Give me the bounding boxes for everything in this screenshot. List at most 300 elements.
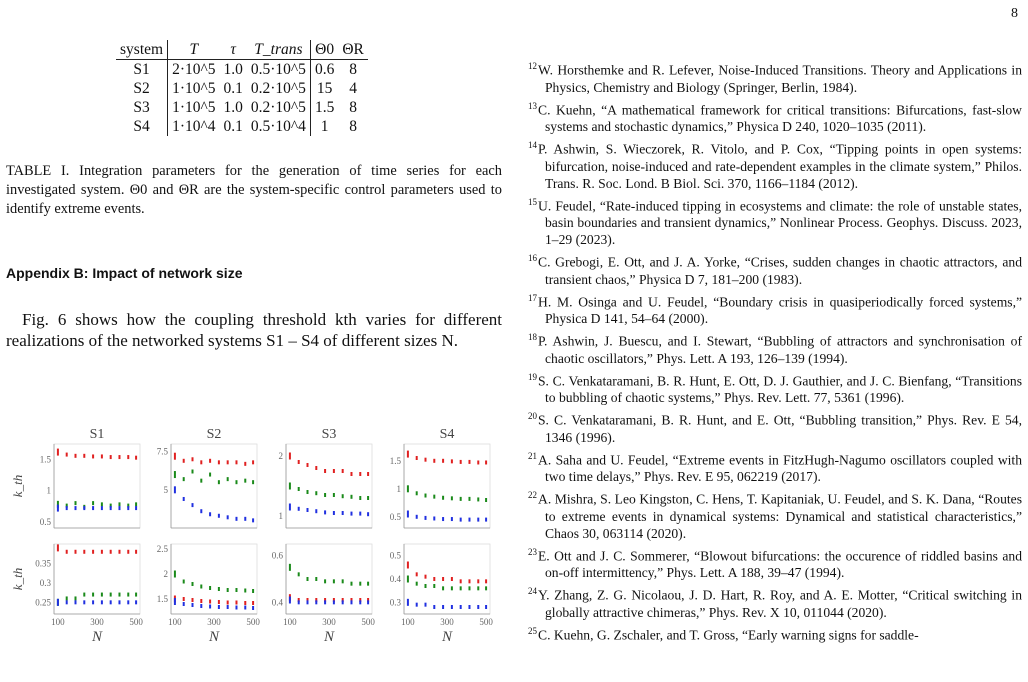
- y-tick-label: 1.5: [156, 594, 168, 604]
- data-point: [407, 485, 409, 492]
- table-cell: 8: [349, 61, 357, 78]
- data-point: [200, 585, 202, 589]
- x-tick-label: 100: [283, 617, 297, 627]
- table-cell: 8: [349, 118, 357, 135]
- data-point: [315, 600, 317, 604]
- table-cell: S4: [116, 117, 168, 136]
- table-row: [116, 79, 368, 98]
- data-point: [75, 550, 77, 554]
- data-point: [135, 502, 137, 506]
- data-point: [433, 495, 435, 499]
- table-cell: 1.0: [223, 99, 243, 116]
- data-point: [235, 517, 237, 521]
- data-point: [342, 579, 344, 583]
- y-tick-label: 2: [163, 569, 168, 579]
- data-point: [485, 586, 487, 590]
- data-point: [460, 579, 462, 583]
- data-point: [460, 586, 462, 590]
- table-cell: 1·10^4: [172, 118, 216, 135]
- data-point: [485, 498, 487, 502]
- panel-frame: [286, 444, 372, 528]
- data-point: [407, 511, 409, 518]
- x-tick-label: 100: [168, 617, 182, 627]
- panel-title: S4: [439, 428, 455, 442]
- data-point: [110, 550, 112, 554]
- reference-item: [528, 408, 1022, 446]
- y-tick-label: 1: [278, 511, 283, 521]
- data-point: [451, 586, 453, 590]
- data-point: [183, 580, 185, 584]
- y-tick-label: 2: [278, 451, 283, 461]
- reference-text: H. M. Osinga and U. Feudel, “Boundary crisis in quasiperiodically forced systems,” Physica D 141, 54–64 (2000).: [538, 294, 1022, 327]
- y-tick-label: 0.6: [271, 550, 283, 561]
- data-point: [218, 460, 220, 464]
- x-axis-label: N: [323, 629, 335, 645]
- data-point: [92, 600, 94, 604]
- data-point: [235, 601, 237, 605]
- data-point: [307, 463, 309, 467]
- table-header-cell: τ: [220, 40, 247, 60]
- data-point: [174, 453, 176, 460]
- reference-number: 18: [528, 332, 537, 343]
- data-point: [416, 572, 418, 576]
- data-point: [127, 455, 129, 459]
- data-point: [92, 454, 94, 458]
- reference-text: S. C. Venkataramani, B. R. Hunt, E. Ott, D. J. Gauthier, and J. C. Bienfang, “Transitions to bubbling of chaotic systems,” Phys. Rev. Lett. 77, 5361 (1996).: [538, 373, 1022, 406]
- data-point: [174, 471, 176, 478]
- table-header-cell: Θ0: [310, 40, 338, 60]
- data-point: [227, 601, 229, 605]
- data-point: [244, 589, 246, 593]
- data-point: [359, 472, 361, 476]
- data-point: [468, 497, 470, 501]
- reference-list: [528, 58, 1022, 643]
- data-point: [75, 506, 77, 510]
- y-tick-label: 7.5: [156, 446, 168, 457]
- reference-number: 16: [528, 253, 537, 264]
- data-point: [75, 454, 77, 458]
- table-cell: S1: [116, 60, 168, 80]
- x-axis-label: N: [208, 629, 220, 645]
- data-point: [425, 603, 427, 607]
- table-cell: 0.1: [223, 80, 243, 97]
- y-tick-label: 0.3: [39, 577, 51, 588]
- data-point: [433, 577, 435, 581]
- reference-text: P. Ashwin, J. Buescu, and I. Stewart, “Bubbling of attractors and synchronisation of chaotic oscillators,” Phys. Lett. A 193, 126–139 (1994).: [538, 333, 1022, 366]
- data-point: [192, 469, 194, 473]
- table-cell: 1·10^5: [172, 99, 216, 116]
- reference-text: U. Feudel, “Rate-induced tipping in ecosystems and climate: the role of unstable states, basin boundaries and transient dynamics,” Nonlinear Process. Geophys. Discuss. 2023, 1–29 (2023).: [538, 198, 1022, 248]
- data-point: [57, 449, 59, 456]
- data-point: [227, 460, 229, 464]
- appendix-heading: Appendix B: Impact of network size: [6, 265, 243, 281]
- data-point: [477, 586, 479, 590]
- data-point: [333, 469, 335, 473]
- data-point: [75, 596, 77, 600]
- data-point: [451, 577, 453, 581]
- reference-number: 17: [528, 292, 537, 303]
- y-tick-label: 1.5: [389, 455, 401, 466]
- data-point: [307, 508, 309, 512]
- data-point: [118, 600, 120, 604]
- data-point: [200, 599, 202, 603]
- data-point: [298, 572, 300, 576]
- data-point: [118, 593, 120, 597]
- data-point: [118, 506, 120, 510]
- data-point: [244, 462, 246, 466]
- y-axis-label: k_th: [10, 474, 25, 498]
- data-point: [200, 509, 202, 513]
- data-point: [209, 459, 211, 463]
- data-point: [192, 598, 194, 602]
- reference-number: 24: [528, 586, 537, 597]
- reference-item: [528, 250, 1022, 288]
- data-point: [477, 518, 479, 522]
- reference-item: [528, 98, 1022, 136]
- data-point: [485, 605, 487, 609]
- data-point: [451, 496, 453, 500]
- y-axis-label: k_th: [10, 567, 25, 591]
- table-body: [116, 60, 368, 137]
- x-axis-label: N: [91, 629, 103, 645]
- data-point: [101, 502, 103, 506]
- data-point: [209, 586, 211, 590]
- data-point: [425, 494, 427, 498]
- data-point: [235, 606, 237, 610]
- data-point: [118, 502, 120, 506]
- panel-title: S2: [206, 428, 222, 442]
- x-tick-label: 300: [322, 617, 336, 627]
- data-point: [425, 575, 427, 579]
- data-point: [350, 495, 352, 499]
- y-tick-label: 0.3: [389, 597, 401, 608]
- data-point: [468, 605, 470, 609]
- data-point: [227, 477, 229, 481]
- y-tick-label: 1: [396, 483, 401, 494]
- panel-frame: [171, 444, 257, 528]
- data-point: [315, 509, 317, 513]
- reference-number: 19: [528, 371, 537, 382]
- data-point: [83, 550, 85, 554]
- data-point: [451, 459, 453, 463]
- reference-number: 25: [528, 625, 537, 636]
- data-point: [209, 600, 211, 604]
- reference-item: [528, 623, 1022, 644]
- table-cell: 0.5·10^5: [247, 60, 311, 80]
- data-point: [101, 593, 103, 597]
- y-tick-label: 0.5: [39, 516, 51, 527]
- reference-text: C. Kuehn, “A mathematical framework for critical transitions: Bifurcations, fast-slow systems and stochastic dynamics,” Physica D 240, 1020–1035 (2011).: [538, 102, 1022, 135]
- data-point: [324, 469, 326, 473]
- data-point: [110, 600, 112, 604]
- x-tick-label: 300: [440, 617, 454, 627]
- data-point: [359, 582, 361, 586]
- table-header-row: [116, 40, 368, 60]
- table-cell: 1.5: [314, 99, 335, 116]
- data-point: [433, 516, 435, 520]
- data-point: [298, 487, 300, 491]
- data-point: [460, 497, 462, 501]
- data-point: [235, 480, 237, 484]
- y-tick-label: 0.25: [35, 597, 51, 608]
- data-point: [425, 458, 427, 462]
- data-point: [110, 455, 112, 459]
- reference-number: 21: [528, 450, 537, 461]
- network-size-chart: [6, 428, 502, 668]
- data-point: [342, 511, 344, 515]
- figure-6: [6, 428, 502, 668]
- data-point: [244, 601, 246, 605]
- data-point: [433, 584, 435, 588]
- data-point: [468, 518, 470, 522]
- data-point: [407, 599, 409, 606]
- data-point: [324, 510, 326, 514]
- reference-item: [528, 583, 1022, 621]
- data-point: [135, 456, 137, 460]
- reference-text: A. Saha and U. Feudel, “Extreme events in FitzHugh-Nagumo oscillators coupled with two time delays,” Phys. Rev. E 95, 062219 (2017).: [538, 452, 1022, 485]
- data-point: [460, 518, 462, 522]
- data-point: [333, 493, 335, 497]
- data-point: [135, 593, 137, 597]
- table-cell: S3: [116, 98, 168, 117]
- reference-text: A. Mishra, S. Leo Kingston, C. Hens, T. Kapitaniak, U. Feudel, and S. K. Dana, “Routes to extreme events in dynamical systems: Dynamical and statistical characteristics,” Chaos 30, 063114 (2020).: [538, 491, 1022, 541]
- data-point: [468, 586, 470, 590]
- data-point: [324, 493, 326, 497]
- data-point: [307, 490, 309, 494]
- data-point: [209, 512, 211, 516]
- table-row: [116, 117, 368, 136]
- reference-number: 15: [528, 196, 537, 207]
- data-point: [252, 601, 254, 605]
- data-point: [101, 506, 103, 510]
- data-point: [359, 496, 361, 500]
- table-caption: TABLE I. Integration parameters for the generation of time series for each investigated system. Θ0 and ΘR are the system-specific control parameters used to identify extreme events.: [6, 163, 502, 217]
- data-point: [118, 550, 120, 554]
- x-tick-label: 500: [129, 617, 143, 627]
- data-point: [252, 518, 254, 522]
- data-point: [209, 473, 211, 477]
- data-point: [298, 507, 300, 511]
- data-point: [485, 579, 487, 583]
- y-tick-label: 5: [163, 484, 168, 495]
- data-point: [359, 512, 361, 516]
- data-point: [244, 517, 246, 521]
- reference-text: C. Kuehn, G. Zschaler, and T. Gross, “Early warning signs for saddle-: [538, 627, 919, 643]
- data-point: [200, 479, 202, 483]
- reference-item: [528, 194, 1022, 249]
- data-point: [350, 582, 352, 586]
- reference-text: Y. Zhang, Z. G. Nicolaou, J. D. Hart, R. Roy, and A. E. Motter, “Critical switching in globally attractive chimeras,” Phys. Rev. X 10, 011044 (2020).: [538, 587, 1022, 620]
- data-point: [92, 506, 94, 510]
- x-tick-label: 100: [51, 617, 65, 627]
- data-point: [227, 605, 229, 609]
- data-point: [83, 506, 85, 510]
- data-point: [101, 600, 103, 604]
- y-tick-label: 0.35: [35, 558, 51, 569]
- data-point: [477, 605, 479, 609]
- data-point: [135, 550, 137, 554]
- x-axis-label: N: [441, 629, 453, 645]
- data-point: [57, 544, 59, 551]
- data-point: [333, 600, 335, 604]
- y-tick-label: 0.4: [389, 574, 401, 584]
- table-cell: 1·10^5: [172, 80, 216, 97]
- data-point: [442, 517, 444, 521]
- data-point: [252, 606, 254, 610]
- data-point: [342, 469, 344, 473]
- data-point: [324, 579, 326, 583]
- data-point: [75, 501, 77, 505]
- reference-text: W. Horsthemke and R. Lefever, Noise-Induced Transitions. Theory and Applications in Physics, Chemistry and Biology (Springer, Berlin, 1984).: [538, 62, 1022, 95]
- data-point: [407, 576, 409, 583]
- x-tick-label: 500: [479, 617, 493, 627]
- table-cell: 1.0: [223, 61, 243, 78]
- data-point: [83, 454, 85, 458]
- data-point: [407, 562, 409, 569]
- data-point: [66, 506, 68, 510]
- table-cell: 0.1: [223, 118, 243, 135]
- reference-item: [528, 369, 1022, 407]
- reference-number: 20: [528, 411, 537, 422]
- data-point: [66, 596, 68, 600]
- table-header-cell: system: [116, 40, 168, 60]
- data-point: [200, 460, 202, 464]
- reference-text: C. Grebogi, E. Ott, and J. A. Yorke, “Crises, sudden changes in chaotic attractors, and transient chaos,” Physica D 7, 181–200 (1983).: [538, 254, 1022, 287]
- data-point: [110, 506, 112, 510]
- data-point: [183, 597, 185, 601]
- data-point: [425, 516, 427, 520]
- y-tick-label: 2.5: [156, 544, 168, 554]
- data-point: [460, 605, 462, 609]
- data-point: [425, 584, 427, 588]
- x-tick-label: 100: [401, 617, 415, 627]
- data-point: [252, 480, 254, 484]
- data-point: [367, 472, 369, 476]
- data-point: [183, 459, 185, 463]
- data-point: [315, 577, 317, 581]
- reference-number: 12: [528, 61, 537, 71]
- data-point: [209, 605, 211, 609]
- table-cell: 15: [316, 80, 333, 97]
- data-point: [350, 472, 352, 476]
- data-point: [289, 504, 291, 511]
- data-point: [315, 466, 317, 470]
- data-point: [367, 512, 369, 516]
- data-point: [433, 459, 435, 463]
- reference-number: 22: [528, 490, 537, 501]
- reference-number: 13: [528, 100, 537, 111]
- data-point: [342, 494, 344, 498]
- data-point: [174, 598, 176, 605]
- data-point: [315, 491, 317, 495]
- y-tick-label: 0.5: [389, 550, 401, 561]
- data-point: [92, 593, 94, 597]
- data-point: [75, 600, 77, 604]
- y-tick-label: 0.4: [271, 597, 283, 608]
- data-point: [183, 497, 185, 501]
- data-point: [442, 577, 444, 581]
- data-point: [183, 477, 185, 481]
- data-point: [477, 497, 479, 501]
- data-point: [367, 496, 369, 500]
- data-point: [174, 571, 176, 578]
- panel-title: S3: [321, 428, 337, 442]
- table-cell: 8: [349, 99, 357, 116]
- data-point: [252, 589, 254, 593]
- data-point: [83, 593, 85, 597]
- data-point: [118, 455, 120, 459]
- table-cell: 0.2·10^5: [247, 79, 311, 98]
- data-point: [485, 460, 487, 464]
- data-point: [333, 579, 335, 583]
- reference-text: S. C. Venkataramani, B. R. Hunt, and E. Ott, “Bubbling transition,” Phys. Rev. E 54, 1346 (1996).: [538, 412, 1022, 445]
- data-point: [92, 501, 94, 505]
- data-point: [442, 496, 444, 500]
- data-point: [451, 517, 453, 521]
- table-cell: 4: [349, 80, 357, 97]
- data-point: [101, 454, 103, 458]
- data-point: [174, 486, 176, 493]
- body-paragraph: Fig. 6 shows how the coupling threshold kth varies for different realizations of the networked systems S1 – S4 of different sizes N.: [6, 310, 502, 350]
- data-point: [218, 600, 220, 604]
- data-point: [442, 605, 444, 609]
- data-point: [135, 506, 137, 510]
- data-point: [127, 593, 129, 597]
- left-column: [6, 40, 502, 351]
- data-point: [57, 599, 59, 606]
- data-point: [350, 512, 352, 516]
- x-tick-label: 300: [90, 617, 104, 627]
- data-point: [227, 588, 229, 592]
- data-point: [359, 600, 361, 604]
- parameters-table: [116, 40, 368, 136]
- table-header-cell: T: [168, 40, 220, 60]
- data-point: [235, 588, 237, 592]
- reference-item: [528, 290, 1022, 328]
- data-point: [298, 460, 300, 464]
- data-point: [350, 600, 352, 604]
- reference-item: [528, 448, 1022, 486]
- data-point: [289, 564, 291, 571]
- data-point: [110, 593, 112, 597]
- data-point: [66, 453, 68, 457]
- data-point: [127, 506, 129, 510]
- table-header-cell: ΘR: [338, 40, 368, 60]
- data-point: [135, 600, 137, 604]
- data-point: [289, 597, 291, 604]
- x-tick-label: 500: [246, 617, 260, 627]
- panel-frame: [54, 444, 140, 528]
- data-point: [342, 600, 344, 604]
- data-point: [218, 605, 220, 609]
- data-point: [477, 460, 479, 464]
- data-point: [92, 550, 94, 554]
- page-number: 8: [1011, 6, 1018, 21]
- data-point: [367, 582, 369, 586]
- data-point: [416, 491, 418, 495]
- x-tick-label: 500: [361, 617, 375, 627]
- reference-number: 23: [528, 546, 537, 557]
- data-point: [289, 483, 291, 490]
- y-tick-label: 1: [46, 485, 51, 496]
- table-cell: 0.6: [314, 61, 335, 78]
- data-point: [244, 479, 246, 483]
- data-point: [416, 603, 418, 607]
- table-cell: 0.2·10^5: [247, 98, 311, 117]
- data-point: [218, 480, 220, 484]
- data-point: [416, 515, 418, 519]
- data-point: [367, 600, 369, 604]
